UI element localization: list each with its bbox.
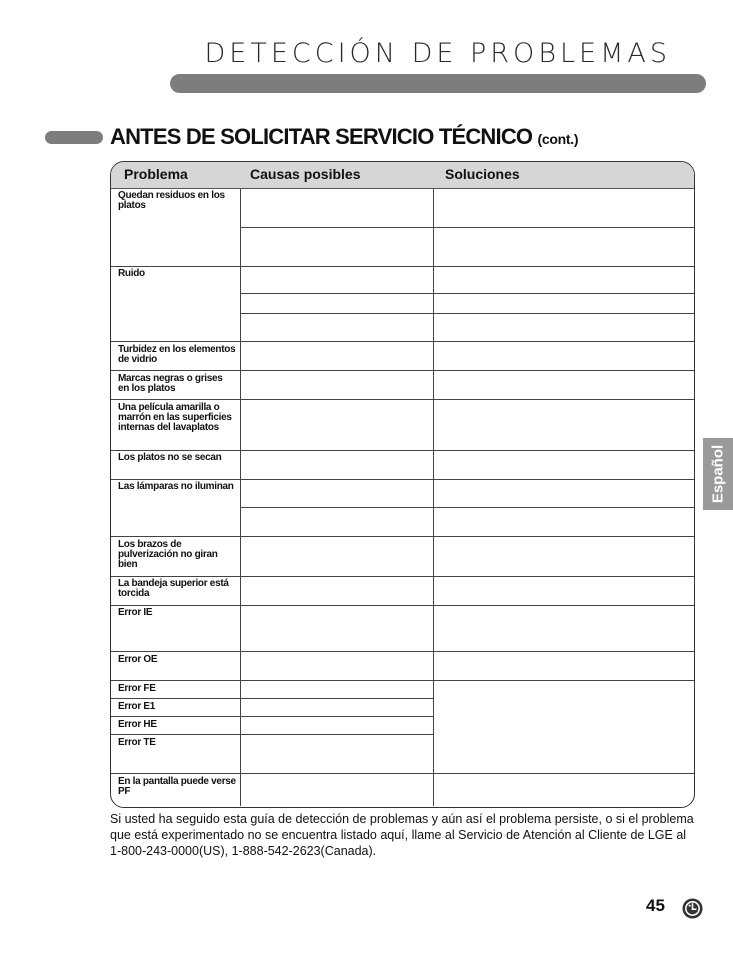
column-divider (433, 189, 434, 806)
footer-note: Si usted ha seguido esta guía de detección de problemas y aún así el problema persiste, o si el problema que está experimentado no se encuentra listado aquí, llame al Servicio de Atención al Cliente de LGE al 1-800-243-0000(US), 1-888-542-2623(Canada). (110, 812, 694, 858)
problem-turbidez: Turbidez en los elementos de vidrio (118, 344, 236, 365)
header-bar (170, 74, 706, 93)
problem-error-oe: Error OE (118, 654, 158, 665)
row-divider (111, 370, 694, 371)
header-soluciones: Soluciones (445, 166, 520, 182)
problem-pelicula: Una película amarilla o marrón en las superficies internas del lavaplatos (118, 402, 232, 433)
problem-lamparas: Las lámparas no iluminan (118, 481, 234, 492)
subrow-divider (240, 227, 694, 228)
problem-residuos: Quedan residuos en los platos (118, 190, 225, 211)
troubleshooting-table (110, 161, 695, 808)
problem-brazos: Los brazos de pulverización no giran bien (118, 539, 218, 570)
subrow-divider (111, 716, 434, 717)
problem-error-e1: Error E1 (118, 701, 156, 712)
section-title-cont: (cont.) (537, 131, 579, 147)
section-title (110, 124, 578, 150)
page-number: 45 (646, 896, 665, 915)
row-divider (111, 399, 694, 400)
problem-ruido: Ruido (118, 268, 145, 279)
row-divider (111, 680, 694, 681)
column-divider (240, 189, 241, 806)
language-tab-label: Español (709, 444, 727, 504)
problem-error-ie: Error IE (118, 607, 153, 618)
subrow-divider (111, 698, 434, 699)
row-divider (111, 266, 694, 267)
lg-logo-icon (682, 898, 703, 919)
subrow-divider (240, 293, 694, 294)
subrow-divider (240, 507, 694, 508)
problem-error-he: Error HE (118, 719, 157, 730)
header-causas: Causas posibles (250, 166, 361, 182)
row-divider (111, 773, 694, 774)
row-divider (111, 450, 694, 451)
problem-bandeja: La bandeja superior está torcida (118, 578, 229, 599)
table-header (111, 162, 694, 189)
subrow-divider (111, 734, 434, 735)
row-divider (111, 341, 694, 342)
problem-error-fe: Error FE (118, 683, 156, 694)
row-divider (111, 605, 694, 606)
page-header-title: DETECCIÓN DE PROBLEMAS (204, 38, 671, 69)
row-divider (111, 576, 694, 577)
row-divider (111, 536, 694, 537)
problem-error-te: Error TE (118, 737, 156, 748)
header-problema: Problema (124, 166, 188, 182)
section-pill (45, 131, 103, 144)
problem-pf: En la pantalla puede verse PF (118, 776, 236, 797)
row-divider (111, 651, 694, 652)
subrow-divider (240, 313, 694, 314)
language-tab (703, 438, 733, 510)
row-divider (111, 479, 694, 480)
problem-no-secan: Los platos no se secan (118, 452, 222, 463)
section-title-main: ANTES DE SOLICITAR SERVICIO TÉCNICO (110, 124, 533, 149)
problem-marcas: Marcas negras o grises en los platos (118, 373, 223, 394)
